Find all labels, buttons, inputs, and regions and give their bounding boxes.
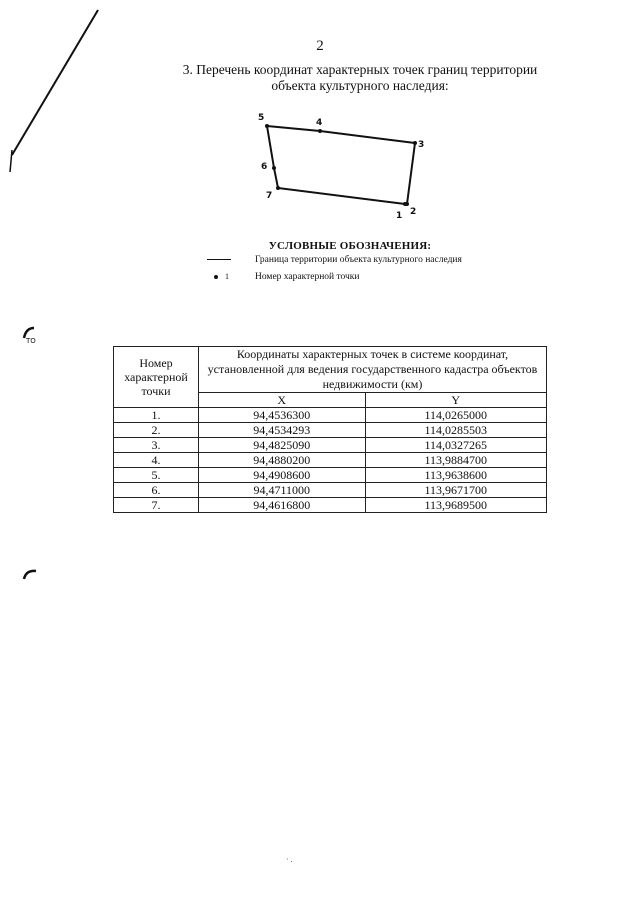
point-label-4: 4 xyxy=(316,118,323,128)
heading-line-2: объекта культурного наследия: xyxy=(271,78,449,93)
x-value: 94,4880200 xyxy=(199,453,366,468)
boundary-line-icon xyxy=(207,259,231,260)
y-value: 113,9884700 xyxy=(365,453,546,468)
legend-row-point xyxy=(205,272,360,282)
row-number: 3. xyxy=(114,438,199,453)
table-row xyxy=(114,408,547,423)
heading-line-1: 3. Перечень координат характерных точек границ территории xyxy=(182,62,538,77)
y-value: 113,9689500 xyxy=(365,498,546,513)
point-marker-2 xyxy=(405,202,409,206)
x-value: 94,4536300 xyxy=(199,408,366,423)
point-label-6: 6 xyxy=(261,162,268,172)
point-label-2: 2 xyxy=(410,207,417,217)
row-number: 7. xyxy=(114,498,199,513)
x-value: 94,4825090 xyxy=(199,438,366,453)
boundary-diagram xyxy=(240,108,440,226)
legend-point-label: Номер характерной точки xyxy=(255,272,360,282)
row-number: 2. xyxy=(114,423,199,438)
y-value: 114,0265000 xyxy=(365,408,546,423)
point-marker-7 xyxy=(276,186,280,190)
x-value: 94,4711000 xyxy=(199,483,366,498)
scan-mark-line xyxy=(0,0,110,180)
scan-mark-hook-2 xyxy=(20,565,50,585)
row-number: 4. xyxy=(114,453,199,468)
point-marker-3 xyxy=(413,141,417,145)
legend-title: УСЛОВНЫЕ ОБОЗНАЧЕНИЯ: xyxy=(268,240,432,252)
coordinates-table xyxy=(113,346,547,513)
legend-row-boundary xyxy=(205,255,462,265)
coordinates-header: Координаты характерных точек в системе координат, установленной для ведения государственного кадастра объектов недвижимости (км) xyxy=(199,347,547,393)
y-value: 114,0327265 xyxy=(365,438,546,453)
x-value: 94,4616800 xyxy=(199,498,366,513)
legend-point-number: 1 xyxy=(225,272,229,281)
x-header: X xyxy=(199,393,366,408)
point-marker-6 xyxy=(272,166,276,170)
point-label-1: 1 xyxy=(396,211,403,221)
point-label-5: 5 xyxy=(258,113,265,123)
row-number: 6. xyxy=(114,483,199,498)
table-row xyxy=(114,498,547,513)
scan-specks: · . xyxy=(286,855,293,864)
y-value: 113,9638600 xyxy=(365,468,546,483)
table-row xyxy=(114,468,547,483)
point-dot-icon xyxy=(214,275,218,279)
point-label-3: 3 xyxy=(418,140,425,150)
boundary-polygon xyxy=(267,126,415,204)
page-number: 2 xyxy=(316,38,324,54)
x-value: 94,4534293 xyxy=(199,423,366,438)
table-row xyxy=(114,453,547,468)
row-number: 1. xyxy=(114,408,199,423)
point-marker-4 xyxy=(318,129,322,133)
y-header: Y xyxy=(365,393,546,408)
point-marker-5 xyxy=(265,124,269,128)
point-label-7: 7 xyxy=(266,191,273,201)
table-row xyxy=(114,423,547,438)
table-row xyxy=(114,438,547,453)
y-value: 113,9671700 xyxy=(365,483,546,498)
section-heading xyxy=(150,62,570,94)
table-row xyxy=(114,483,547,498)
legend-boundary-label: Граница территории объекта культурного наследия xyxy=(255,255,462,265)
x-value: 94,4908600 xyxy=(199,468,366,483)
scan-mark-hook-1 xyxy=(20,322,50,346)
svg-text:TO: TO xyxy=(26,337,36,345)
row-number: 5. xyxy=(114,468,199,483)
y-value: 114,0285503 xyxy=(365,423,546,438)
point-number-header: Номер характерной точки xyxy=(114,347,199,408)
